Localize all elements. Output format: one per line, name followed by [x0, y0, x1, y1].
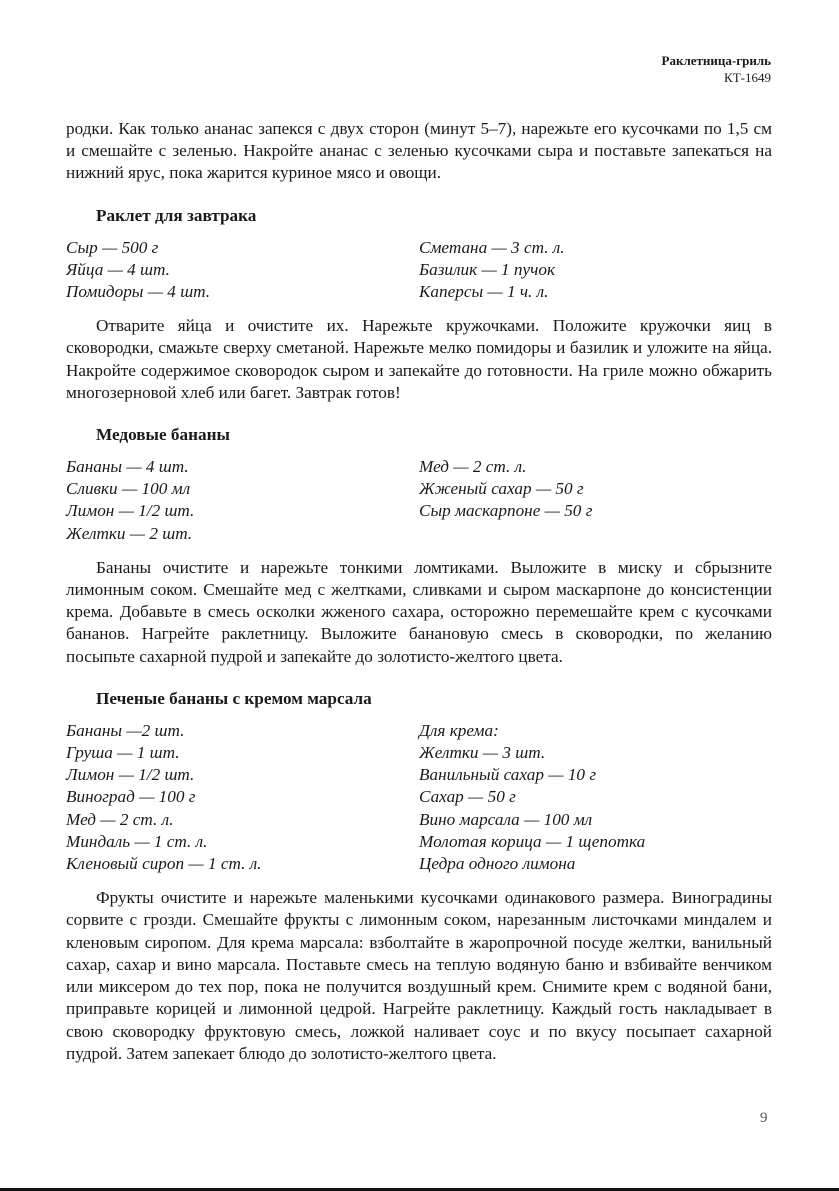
ingredients-list: [66, 237, 772, 304]
recipe-instructions: Бананы очистите и нарежьте тонкими ломтиками. Выложите в миску и сбрызните лимонным соком. Смешайте мед с желтками, сливками и сыром маскарпоне до консистенции крема. Добавьте в смесь осколки жженого сахара, осторожно перемешайте крем с кусочками бананов. Нагрейте раклетницу. Выложите банановую смесь в сковородки, по желанию посыпьте сахарной пудрой и запекайте до золотисто-желтого цвета.: [66, 557, 772, 666]
ingredient: Цедра одного лимона: [419, 854, 576, 874]
recipe-title: Печеные бананы с кремом марсала: [96, 688, 372, 708]
ingredient: Сыр — 500 г: [66, 237, 159, 257]
ingredient: Мед — 2 ст. л.: [66, 809, 174, 829]
ingredient: Бананы — 4 шт.: [66, 457, 189, 477]
ingredient: Ванильный сахар — 10 г: [419, 765, 597, 785]
ingredients-left: [66, 456, 419, 545]
recipe-instructions: Фрукты очистите и нарежьте маленькими кусочками одинакового размера. Виноградины сорвите с грозди. Смешайте фрукты с лимонным соком, нарезанным листочками миндалем и кленовым сиропом. Для крема марсала: взболтайте в жаропрочной посуде желтки, ванильный сахар, сахар и вино марсала. Поставьте смесь на теплую водяную баню и взбивайте венчиком или миксером до тех пор, пока не получится воздушный крем. Снимите крем с водяной бани, приправьте корицей и лимонной цедрой. Нагрейте раклетницу. Каждый гость накладывает в свою сковородку фруктовую смесь, ложкой наливает соус и по вкусу посыпает сахарной пудрой. Затем запекает блюдо до золотисто-желтого цвета.: [66, 888, 772, 1063]
recipe-title: Раклет для завтрака: [96, 205, 257, 225]
ingredients-list: [66, 456, 772, 545]
ingredient: Помидоры — 4 шт.: [66, 282, 211, 302]
ingredient: Желтки — 3 шт.: [419, 743, 546, 763]
ingredient: Сахар — 50 г: [419, 787, 516, 807]
ingredient: Мед — 2 ст. л.: [419, 457, 527, 477]
header-title: Раклетница-гриль: [661, 53, 771, 68]
ingredient: Каперсы — 1 ч. л.: [419, 282, 549, 302]
recipe-title: Медовые бананы: [96, 425, 230, 445]
page-content: [66, 118, 772, 1065]
ingredient: Яйца — 4 шт.: [66, 259, 170, 279]
ingredient: Сметана — 3 ст. л.: [419, 237, 565, 257]
ingredient: Сыр маскарпоне — 50 г: [419, 501, 593, 521]
ingredients-right: [419, 720, 772, 875]
intro-paragraph: родки. Как только ананас запекся с двух сторон (минут 5–7), нарежьте его кусочками по 1,5 см и смешайте с зеленью. Накройте ананас с зеленью кусочками сыра и поставьте запекаться на нижний ярус, пока жарится куриное мясо и овощи.: [66, 119, 772, 183]
page-header: [662, 52, 771, 86]
ingredients-left: [66, 720, 419, 875]
ingredients-list: [66, 720, 772, 875]
ingredient: Жженый сахар — 50 г: [419, 479, 584, 499]
ingredient: Виноград — 100 г: [66, 787, 196, 807]
ingredient: Лимон — 1/2 шт.: [66, 501, 195, 521]
ingredient: Базилик — 1 пучок: [419, 259, 555, 279]
ingredient: Груша — 1 шт.: [66, 743, 180, 763]
ingredient: Сливки — 100 мл: [66, 479, 191, 499]
ingredient: Миндаль — 1 ст. л.: [66, 831, 208, 851]
ingredient: Вино марсала — 100 мл: [419, 809, 593, 829]
ingredient: Лимон — 1/2 шт.: [66, 765, 195, 785]
header-model: КТ-1649: [724, 70, 771, 85]
ingredient: Желтки — 2 шт.: [66, 523, 193, 543]
ingredients-right: [419, 456, 772, 545]
ingredient: Кленовый сироп — 1 ст. л.: [66, 854, 262, 874]
ingredient: Для крема:: [419, 720, 499, 740]
ingredient: Молотая корица — 1 щепотка: [419, 831, 646, 851]
recipe-instructions: Отварите яйца и очистите их. Нарежьте кружочками. Положите кружочки яиц в сковородки, смажьте сверху сметаной. Нарежьте мелко помидоры и базилик и уложите на яйца. Накройте содержимое сковородок сыром и запекайте до готовности. На гриле можно обжарить многозерновой хлеб или багет. Завтрак готов!: [66, 316, 772, 402]
ingredients-right: [419, 237, 772, 304]
ingredient: Бананы —2 шт.: [66, 720, 185, 740]
page-number: 9: [760, 1110, 768, 1126]
ingredients-left: [66, 237, 419, 304]
